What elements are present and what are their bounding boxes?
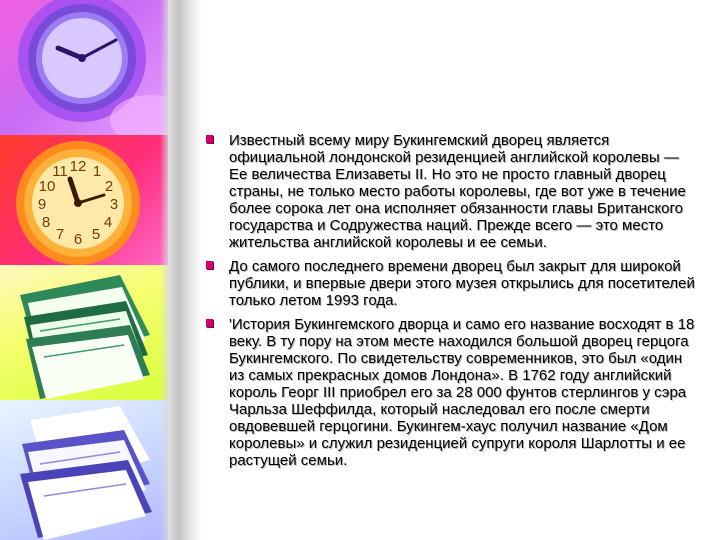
green-paper-stack-icon (0, 265, 168, 400)
bullet-text: До самого последнего времени дворец был закрыт для широкой публики, и впервые двери этого музея открылись для посетителей только летом 1993 года. (229, 258, 695, 309)
square-bullet-icon (206, 135, 213, 143)
clock-numeral: 8 (41, 214, 51, 231)
square-bullet-icon (206, 261, 213, 269)
bullet-list (205, 132, 700, 476)
bullet-text: Известный всему миру Букингемский дворец является официальной лондонской резиденцией английской королевы — Ее величества Елизаветы II. Но это не просто главный дворец страны, не только место работы королевы, где вот уже в течение более сорока лет она исполняет обязанности главы Британского государства и Содружества наций. Прежде всего — это место жительства английской королевы и ее семьи. (229, 132, 686, 251)
green-paper-stack-tile (0, 265, 168, 400)
white-paper-stack-tile (0, 400, 168, 540)
purple-clock-tile (0, 0, 168, 135)
white-paper-stack-icon (0, 400, 168, 540)
clock-numeral: 7 (55, 226, 65, 243)
bullet-item (205, 258, 700, 309)
clock-numeral: 10 (38, 178, 56, 195)
clock-numeral: 5 (91, 226, 101, 243)
orange-clock-icon (0, 135, 168, 265)
clock-numeral: 2 (104, 178, 114, 195)
clock-numeral: 6 (73, 231, 83, 248)
clock-numeral: 4 (103, 214, 113, 231)
decorative-photo-strip (0, 0, 168, 540)
clock-numeral: 9 (37, 196, 47, 213)
clock-numeral: 1 (92, 163, 102, 180)
gray-gradient-separator (160, 0, 202, 540)
bullet-item (205, 132, 700, 251)
purple-clock-icon (0, 0, 168, 135)
orange-clock-tile (0, 135, 168, 265)
clock-numeral: 12 (69, 158, 87, 175)
clock-numeral: 11 (52, 163, 68, 180)
clock-numeral: 3 (109, 196, 119, 213)
bullet-item (205, 316, 700, 469)
bullet-text: 'История Букингемского дворца и само его название восходят в 18 веку. В ту пору на этом месте находился большой дворец герцога Букингемского. По свидетельству современников, это был «один из самых прекрасных домов Лондона». В 1762 году английский король Георг III приобрел его за 28 000 фунтов стерлингов у сэра Чарльза Шеффилда, который наследовал его после смерти овдовевшей герцогини. Букингем-хаус получил название «Дом королевы» и служил резиденцией супруги короля Шарлотты и ее растущей семьи. (229, 316, 695, 469)
square-bullet-icon (206, 319, 213, 327)
